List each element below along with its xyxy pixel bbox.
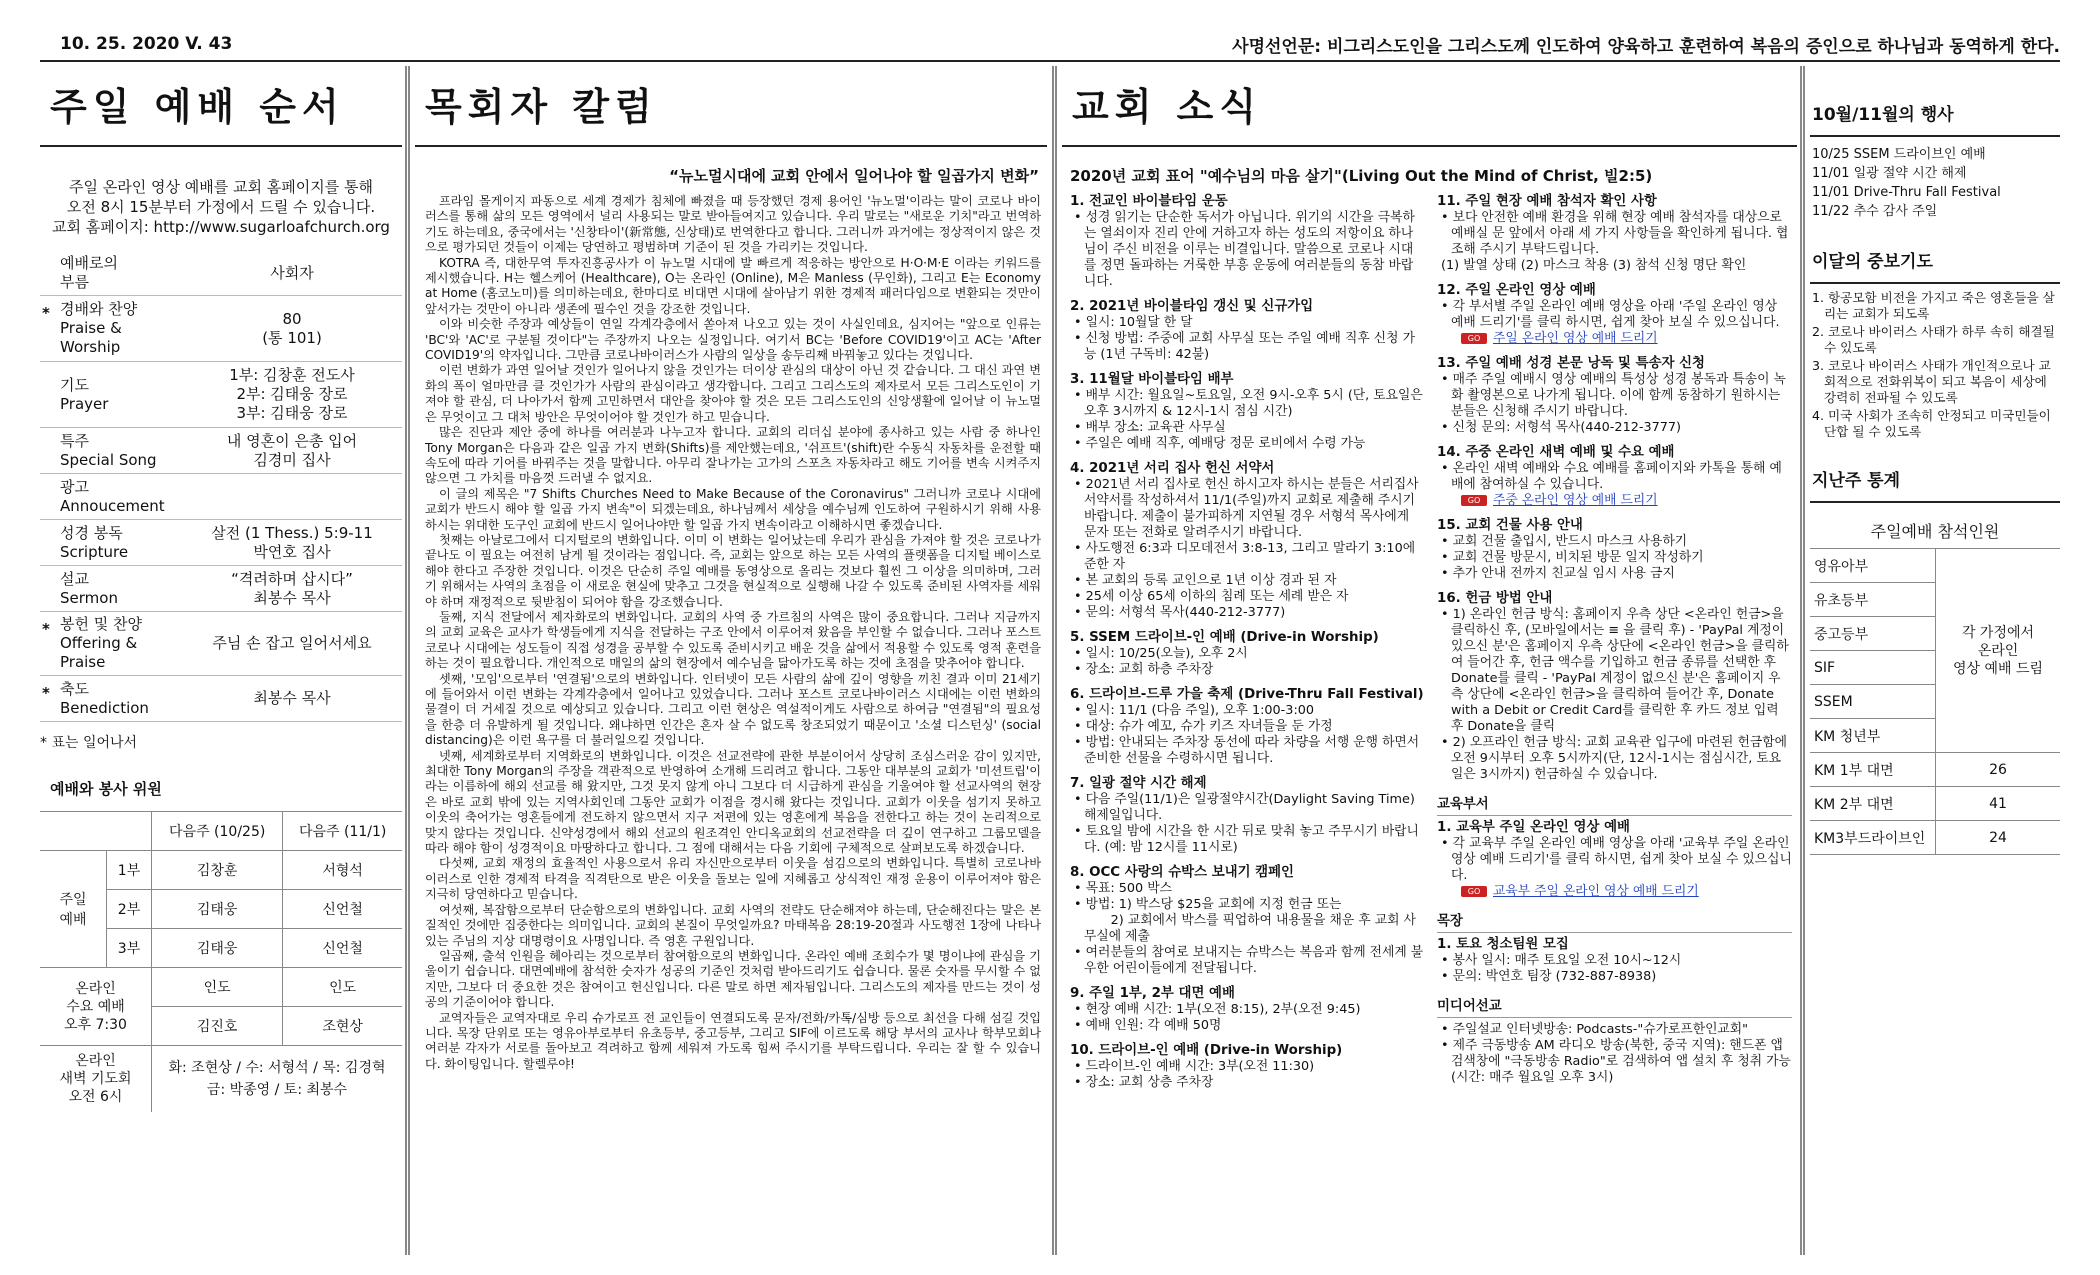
news-item-line: • 토요일 밤에 시간을 한 시간 뒤로 맞춰 놓고 주무시기 바랍니다. (예: 밤 12시를 11시로) <box>1074 824 1419 855</box>
news-item <box>1437 937 1792 985</box>
vol-dawn-line: 금: 박종영 / 토: 최봉수 <box>206 1082 348 1098</box>
news-item-line: • 일시: 10/25(오늘), 오후 2시 <box>1074 646 1248 661</box>
news-item-line: • 봉사 일시: 매주 토요일 오전 10시~12시 <box>1441 953 1682 968</box>
news-item-line: • 일시: 10월달 한 달 <box>1074 315 1193 330</box>
service-order-table <box>40 251 402 722</box>
news-item <box>1437 356 1792 436</box>
news-item-heading: 6. 드라이브-드루 가을 축제 (Drive-Thru Fall Festival) <box>1070 687 1424 702</box>
standing-mark <box>40 474 58 520</box>
events-column <box>1810 66 2060 1255</box>
news-link[interactable]: 주중 온라인 영상 예배 드리기 <box>1493 493 1658 508</box>
news-item-line: • 방법: 1) 박스당 $25을 교회에 지정 헌금 또는 <box>1074 897 1342 912</box>
news-item-line: • 배부 장소: 교육관 사무실 <box>1074 420 1226 435</box>
news-item-heading: 10. 드라이브-인 예배 (Drive-in Worship) <box>1070 1043 1343 1058</box>
service-item-label: 경배와 찬양 Praise & Worship <box>58 296 182 362</box>
vol-group-dawn: 온라인 새벽 기도회 오전 6시 <box>40 1046 152 1113</box>
standing-mark <box>40 251 58 296</box>
news-item-line: • 추가 안내 전까지 친교실 임시 사용 금지 <box>1441 566 1675 581</box>
news-item-line: • 각 부서별 주일 온라인 예배 영상을 아래 '주일 온라인 영상 예배 드리기'를 클릭 하시면, 쉽게 찾아 보실 수 있으십니다. <box>1441 299 1782 330</box>
news-right <box>1437 194 1792 1100</box>
church-motto: 2020년 교회 표어 "예수님의 마음 살기"(Living Out the Mind of Christ, 빌2:5) <box>1070 167 1653 185</box>
attendance-title: 주일예배 참석인원 <box>1810 513 2060 549</box>
vol-group-wednesday: 온라인 수요 예배 오후 7:30 <box>40 968 152 1046</box>
service-item-label: 기도 Prayer <box>58 362 182 428</box>
service-item-label: 봉헌 및 찬양 Offering & Praise <box>58 612 182 676</box>
vol-group-sunday: 주일 예배 <box>40 851 107 968</box>
church-news-column <box>1062 66 1797 1255</box>
news-item-heading: 3. 11월달 바이블타임 배부 <box>1070 372 1234 387</box>
vol-this: 김진호 <box>152 1007 283 1046</box>
prayer-item: 4. 미국 사회가 조속히 안정되고 미국민들이 단합 될 수 있도록 <box>1812 408 2051 439</box>
news-item-heading: 4. 2021년 서리 집사 헌신 서약서 <box>1070 461 1275 476</box>
news-item <box>1070 630 1425 678</box>
attendance-group: KM 청년부 <box>1810 719 1936 753</box>
news-item-line: • 교회 건물 출입시, 반드시 마스크 사용하기 <box>1441 534 1688 549</box>
prayer-title: 이달의 중보기도 <box>1812 252 1933 272</box>
vol-next: 조현상 <box>283 1007 402 1046</box>
vol-part: 3부 <box>107 929 152 968</box>
standing-mark: * <box>40 612 58 676</box>
news-item <box>1070 299 1425 363</box>
news-item-line: • 다음 주일(11/1)은 일광절약시간(Daylight Saving Time) 해제일입니다. <box>1074 792 1419 823</box>
column-paragraph: KOTRA 즉, 대한무역 투자진흥공사가 이 뉴노멀 시대에 발 빠르게 적응하는 방안으로 H·O·M·E 이라는 키워드를 제시했습니다. H는 헬스케어 (Healthcare), O는 온라인 (Online), M은 Manless (무인화), 그리고 E는 Economy at Home (홈코노미)를 의미하는데요, 한마디로 비대면 시대에 살아남기 위한 경제적 패러다임으로 변환되는 것만이 앞서가는 것만이 아니라 생존에 필수인 것을 강조한 것입니다. <box>425 255 1041 316</box>
attendance-count: 24 <box>1936 821 2061 855</box>
column-divider <box>405 66 410 1255</box>
column-paragraph: 첫째는 아날로그에서 디지털로의 변화입니다. 이미 이 변화는 일어났는데 우리가 관심을 가져야 할 것은 코로나가 끝나도 이 필요는 여전히 남게 될 것이라는 점입니다. 즉, 교회는 앞으로 하는 모든 사역의 플랫폼을 디지털 베이스로 해야 한다고 주장한 것입니다. 이것은 단순히 주일 예배를 동영상으로 올리는 것보다 훨씬 그 이상을 의미하며, 그러기 위해서는 사역의 초점을 이 새로운 현실에 맞추고 그것을 현실적으로 실행해 나갈 수 있도록 준비된 사역자를 세워야 하며 재정적으로 뒷받침이 되어야 함을 강조했습니다. <box>425 532 1041 609</box>
column-paragraph: 일곱째, 출석 인원을 헤아리는 것으로부터 참여함으로의 변화입니다. 온라인 예배 조회수가 몇 명이냐에 관심을 기울이기 쉽습니다. 대면예배에 참석한 숫자가 성공의 기준인 것처럼 받아드리기도 쉽습니다. 물론 숫자를 무시할 수 없지만, 그보다 더 중요한 것은 참여이고 헌신입니다. 다른 말로 하면 제자됨입니다. 그리스도의 제자를 만드는 것이 성공의 기준이어야 합니다. <box>425 948 1041 1010</box>
attendance-group: 유초등부 <box>1810 583 1936 617</box>
service-item-value: 80 (통 101) <box>182 296 402 362</box>
news-item-line: • 1) 온라인 헌금 방식: 홈페이지 우측 상단 <온라인 헌금>을 클릭하신 후, (모바일에서는 ≡ 을 클릭 후) - 'PayPal 계정이 있으신 분'은 홈페이지 우측 상단에 <온라인 헌금>을 클릭하여 들어간 후, 헌금 액수를 기입하고 헌금 종류를 선택한 후 Donate를 클릭 - 'PayPal 계정이 없으신 분'은 홈페이지 우측 상단에 <온라인 헌금>을 클릭하여 들어간 후, Donate with a Debit or Credit Card를 클릭한 후 카드 정보 입력 후 Donate을 클릭 <box>1441 607 1789 734</box>
news-item-line: • 본 교회의 등록 교인으로 1년 이상 경과 된 자 <box>1074 573 1337 588</box>
church-news-title: 교회 소식 <box>1072 85 1263 129</box>
online-intro <box>40 177 402 237</box>
column-paragraph: 다섯째, 교회 재정의 효율적인 사용으로서 유리 자신만으로부터 이웃을 섬김으로의 변화입니다. 특별히 코로나바이러스로 인한 경제적 타격을 직격탄으로 받은 이웃을 돌보는 일에 지혜롭고 상식적인 재정 운용이 이루어져야 함은 지극히 당연하다고 믿습니다. <box>425 856 1041 902</box>
news-item <box>1070 865 1425 977</box>
go-arrow-icon[interactable]: GO <box>1461 333 1487 344</box>
standing-mark: * <box>40 296 58 362</box>
news-item-line: (1) 발열 상태 (2) 마스크 착용 (3) 참석 신청 명단 확인 <box>1441 258 1747 273</box>
standing-note: * 표는 일어나서 <box>40 735 138 751</box>
news-item-line: • 예배 인원: 각 예배 50명 <box>1074 1018 1222 1033</box>
vol-this: 김창훈 <box>152 851 283 890</box>
event-item: 10/25 SSEM 드라이브인 예배 <box>1812 147 1986 162</box>
homepage-link[interactable]: 교회 홈페이지: http://www.sugarloafchurch.org <box>52 218 390 236</box>
column-paragraph: 프라임 몰게이지 파동으로 세계 경제가 침체에 빠졌을 때 등장했던 경제 용어인 '뉴노멀'이라는 말이 코로나 바이러스를 통해 삶의 모든 영역에서 널리 사용되는 말로 받아들여지고 있습니다. 우리 말로는 "새로운 기치"라고 번역하기도 하는데요, 중국에서는 '신창타이'(新常態, 신상태)로 번역한다고 합니다. 그러니까 과거에는 정상적이지 않은 것으로 평가되던 것들이 이제는 당연하고 평범하며 기준이 된 것을 가리키는 것입니다. <box>425 194 1041 255</box>
service-item-value: 최봉수 목사 <box>182 676 402 722</box>
vol-next: 인도 <box>283 968 402 1007</box>
vol-dawn-line: 화: 조현상 / 수: 서형석 / 목: 김경혁 <box>168 1060 386 1076</box>
service-order-row <box>40 362 402 428</box>
service-order-row <box>40 612 402 676</box>
service-order-row <box>40 428 402 474</box>
news-item-line: • 주일은 예배 직후, 예배당 정문 로비에서 수령 가능 <box>1074 436 1366 451</box>
issue-date: 10. 25. 2020 V. 43 <box>60 34 233 54</box>
news-item <box>1437 820 1792 900</box>
news-link[interactable]: 주일 온라인 영상 예배 드리기 <box>1493 331 1658 346</box>
column-paragraph: 둘째, 지식 전달에서 제자화로의 변화입니다. 교회의 사역 중 가르침의 사역은 많이 중요합니다. 그러나 지금까지의 교회 교육은 교사가 학생들에게 지식을 전달하는 구조 안에서 이루어져 왔음을 부인할 수 없습니다. 그러나 포스트 코로나 시대에는 성도들이 직접 성경을 공부할 수 있도록 준비시키고 배운 것을 삶에서 적용할 수 있도록 영적 훈련을 하는 것이 필요합니다. 개인적으로 매일의 삶의 현장에서 예수님을 닮아가도록 하는 것에 초점을 맞추어야 합니다. <box>425 609 1041 671</box>
vol-this: 김태웅 <box>152 929 283 968</box>
news-columns <box>1070 194 1797 1100</box>
news-item-heading: 16. 헌금 방법 안내 <box>1437 591 1553 606</box>
news-item <box>1437 518 1792 582</box>
service-order-row <box>40 566 402 612</box>
title-divider <box>1810 282 2060 284</box>
column-paragraph: 넷째, 세계화로부터 지역화로의 변화입니다. 이것은 선교전략에 관한 부분이어서 상당히 조심스러운 감이 있지만, 최대한 Tony Morgan의 주장을 객관적으로 반영하여 소개해 드리려고 합니다. 그동안 대부분의 교회가 '미션트립'이라는 이름하에 해외 선교를 해 왔지만, 그것 못지 않게 아니 그보다 더 시급하게 관심을 기울여야 할 선교사역의 현장은 바로 교회 밖에 있는 지역사회인데 그동안 교회가 이점을 경시해 왔다는 것입니다. 교회가 이웃을 섬기지 못하고 이웃의 축어가는 영혼들에게 전도하지 않으면서 지구 저편에 있는 영혼에게 복음을 전한다고 하는 것이 논리적으로 맞지 않다는 것입니다. 신약성경에서 해외 선교의 원조격인 안디옥교회의 선교전략을 더 깊이 연구하고 그룹모델을 따라 해야 함이 성경적이요 마땅하다고 합니다. 그 점에 대해서는 다음 기회에 구체적으로 살펴보도록 하겠습니다. <box>425 748 1041 856</box>
service-order-row <box>40 676 402 722</box>
events-list <box>1812 145 2060 221</box>
vol-this: 김태웅 <box>152 890 283 929</box>
service-item-value: 살전 (1 Thess.) 5:9-11 박연호 집사 <box>182 520 402 566</box>
events-title: 10월/11월의 행사 <box>1812 105 1954 125</box>
news-link-row[interactable] <box>1437 331 1792 347</box>
news-item-line: • 신청 방법: 주중에 교회 사무실 또는 주일 예배 직후 신청 가능 (1년 구독비: 42불) <box>1074 331 1415 362</box>
column-paragraph: 교역자들은 교역자대로 우리 슈가로프 전 교인들이 연결되도록 문자/전화/카톡/심방 등으로 최선을 다해 섬길 것입니다. 목장 단위로 또는 영유아부로부터 유초등부, 중고등부, 그리고 SIF에 이르도록 해당 부서의 교사나 학부모회나 여러분 각자가 서로를 돌아보고 격려하고 함께 세워져 가도록 힘써 주시기를 부탁드립니다. 우리는 잘 할 수 있습니다. 화이팅입니다. 할렐루야! <box>425 1010 1041 1071</box>
service-item-label: 축도 Benediction <box>58 676 182 722</box>
news-item-heading: 5. SSEM 드라이브-인 예배 (Drive-in Worship) <box>1070 630 1379 645</box>
vol-header-next: 다음주 (11/1) <box>283 812 402 851</box>
title-divider <box>1810 501 2060 503</box>
service-item-label: 광고 Annoucement <box>58 474 182 520</box>
news-item-heading: 8. OCC 사랑의 슈박스 보내기 캠페인 <box>1070 865 1294 880</box>
news-item-heading: 2. 2021년 바이블타임 갱신 및 신규가입 <box>1070 299 1314 314</box>
news-item-heading: 1. 교육부 주일 온라인 영상 예배 <box>1437 820 1630 835</box>
column-paragraph: 이 글의 제목은 "7 Shifts Churches Need to Make Because of the Coronavirus" 그러니까 코로나 시대에 교회가 반드시 해야 할 일곱 가지 변속"이 되겠는데요, 하나님께서 세상을 예수님께 인도하여 구원하시기 위해 사용하시는 위대한 도구인 교회에 반드시 일어나야만 할 일곱 가지 변속이라고 이해하시면 좋겠습니다. <box>425 486 1041 532</box>
vol-next: 신언철 <box>283 929 402 968</box>
service-order-row <box>40 520 402 566</box>
worship-order-title: 주일 예배 순서 <box>50 85 345 129</box>
prayer-item: 3. 코로나 바이러스 사태가 개인적으로나 교회적으로 전화위복이 되고 복음이 세상에 강력히 전파될 수 있도록 <box>1812 358 2051 405</box>
service-item-label: 성경 봉독 Scripture <box>58 520 182 566</box>
event-item: 11/01 일광 절약 시간 해제 <box>1812 166 1967 181</box>
group-heading-media: 미디어선교 <box>1437 999 1792 1018</box>
go-arrow-icon[interactable]: GO <box>1461 495 1487 506</box>
event-item: 11/01 Drive-Thru Fall Festival <box>1812 185 2001 200</box>
service-item-value <box>182 474 402 520</box>
media-line: • 주일설교 인터넷방송: Podcasts-"슈가로프한인교회" <box>1441 1022 1749 1037</box>
standing-mark <box>40 428 58 474</box>
news-link-row[interactable] <box>1437 493 1792 509</box>
vol-next: 서형석 <box>283 851 402 890</box>
service-order-row <box>40 296 402 362</box>
news-item-line: • 보다 안전한 예배 환경을 위해 현장 예배 참석자를 대상으로 예배실 문 앞에서 아래 세 가지 사항들을 확인하게 됩니다. 협조해 주시기 부탁드립니다. <box>1441 210 1789 257</box>
title-divider <box>415 145 1047 147</box>
news-item-line: • 25세 이상 65세 이하의 침례 또는 세례 받은 자 <box>1074 589 1349 604</box>
column-paragraph: 이런 변화가 과연 일어날 것인가 일어나지 않을 것인가는 더이상 관심의 대상이 아닌 것 같습니다. 그 대신 과연 변화의 폭이 얼마만큼 클 것인가가 사람의 관심이라고 생각합니다. 그리고 그리스도의 제자로서 모든 그리스도인이 기져야 할 관심, 더 나아가서 함께 고민하면서 대안을 찾아야 할 것은 모든 그리스도인의 신앙생활에 일어날 이 뉴노멀은 무엇이고 그 대처 방안은 무엇이어야 할 것인가 하고 믿습니다. <box>425 363 1041 424</box>
pastor-column <box>415 66 1047 1255</box>
vol-part: 1부 <box>107 851 152 890</box>
news-item-line: • 여러분들의 참여로 보내지는 슈박스는 복음과 함께 전세계 불우한 어린이들에게 전달됩니다. <box>1074 945 1424 976</box>
stats-title: 지난주 통계 <box>1812 471 1901 491</box>
attendance-count: 26 <box>1936 753 2061 787</box>
attendance-group: SIF <box>1810 651 1936 685</box>
prayer-list <box>1810 290 2060 440</box>
title-divider <box>1062 145 1797 147</box>
news-item-line: • 신청 문의: 서형석 목사(440-212-3777) <box>1441 420 1682 435</box>
news-item <box>1070 776 1425 856</box>
news-item-heading: 11. 주일 현장 예배 참석자 확인 사항 <box>1437 194 1657 209</box>
standing-mark <box>40 520 58 566</box>
media-line: • 제주 극동방송 AM 라디오 방송(북한, 중국 지역): 핸드폰 앱 검색창에 "극동방송 Radio"로 검색하여 앱 설치 후 청취 가능 (시간: 매주 월요일 오후 3시) <box>1441 1038 1791 1085</box>
volunteers-title: 예배와 봉사 위원 <box>50 780 162 798</box>
news-item-line: • 2) 오프라인 헌금 방식: 교회 교육관 입구에 마련된 헌금함에 오전 9시부터 오후 5시까지(단, 12시-1시는 점심시간, 토요일은 3시까지) 헌금하실 수 있습니다. <box>1441 735 1792 782</box>
news-item-line: • 드라이브-인 예배 시간: 3부(오전 11:30) <box>1074 1059 1315 1074</box>
news-item-heading: 13. 주일 예배 성경 본문 낭독 및 특송자 신청 <box>1437 356 1705 371</box>
vol-next: 신언철 <box>283 890 402 929</box>
volunteers-table <box>40 811 402 1112</box>
news-item-heading: 7. 일광 절약 시간 해제 <box>1070 776 1207 791</box>
attendance-group: SSEM <box>1810 685 1936 719</box>
news-item-heading: 14. 주중 온라인 새벽 예배 및 수요 예배 <box>1437 445 1675 460</box>
vol-dawn <box>152 1046 403 1113</box>
news-item-line: • 온라인 새벽 예배와 수요 예배를 홈페이지와 카톡을 통해 예배에 참여하실 수 있습니다. <box>1441 461 1782 492</box>
column-subtitle: “뉴노멀시대에 교회 안에서 일어나야 할 일곱가지 변화” <box>669 167 1039 185</box>
top-divider <box>40 60 2060 62</box>
news-item-line: • 2021년 서리 집사로 헌신 하시고자 하시는 분들은 서리집사 서약서를 작성하셔서 11/1(주일)까지 교회로 제출해 주시기 바랍니다. 제출이 불가피하게 지연될 경우 서형석 목사에게 문자 또는 전화로 알려주시기 바랍니다. <box>1074 477 1423 540</box>
column-body <box>425 194 1041 1072</box>
service-item-value: 내 영혼이 은총 입어 김경미 집사 <box>182 428 402 474</box>
news-item-line: • 배부 시간: 월요일~토요일, 오전 9시-오후 5시 (단, 토요일은 오후 3시까지 & 12시-1시 점심 시간) <box>1074 388 1427 419</box>
worship-order-column <box>40 66 402 1255</box>
attendance-group: 중고등부 <box>1810 617 1936 651</box>
news-item <box>1070 986 1425 1034</box>
service-item-label: 예배로의 부름 <box>58 251 182 296</box>
group-heading-education: 교육부서 <box>1437 797 1792 816</box>
vol-header-blank <box>40 812 152 851</box>
attendance-group: KM 2부 대면 <box>1810 787 1936 821</box>
service-item-value: 주님 손 잡고 일어서세요 <box>182 612 402 676</box>
column-paragraph: 여섯째, 복잡함으로부터 단순함으로의 변화입니다. 교회 사역의 전략도 단순해져야 하는데, 단순해진다는 말은 본질적인 것에만 집중한다는 의미입니다. 교회의 본질이 무엇일까요? 마태복음 28:19-20절과 사도행전 1장에 나타나 있는 주님의 지상 대명령이요 사명입니다. 즉 영혼 구원입니다. <box>425 902 1041 948</box>
attendance-count: 41 <box>1936 787 2061 821</box>
news-item-line: • 교회 건물 방문시, 비치된 방문 일지 작성하기 <box>1441 550 1704 565</box>
service-item-value: 1부: 김창훈 전도사 2부: 김태웅 장로 3부: 김태웅 장로 <box>182 362 402 428</box>
group-heading-mokjang: 목장 <box>1437 914 1792 933</box>
news-item-heading: 9. 주일 1부, 2부 대면 예배 <box>1070 986 1235 1001</box>
vol-part: 2부 <box>107 890 152 929</box>
news-item-line: • 일시: 11/1 (다음 주일), 오후 1:00-3:00 <box>1074 703 1315 718</box>
news-item-line: • 장소: 교회 상층 주차장 <box>1074 1075 1214 1090</box>
attendance-group: KM 1부 대면 <box>1810 753 1936 787</box>
top-bar <box>60 30 2060 58</box>
news-item-line: • 매주 주일 예배시 영상 예배의 특성상 성경 봉독과 특송이 녹화 촬영본으로 나가게 됩니다. 이에 함께 동참하기 원하시는 분들은 신청해 주시기 바랍니다. <box>1441 372 1786 419</box>
attendance-table <box>1810 549 2060 855</box>
prayer-item: 2. 코로나 바이러스 사태가 하루 속히 해결될 수 있도록 <box>1812 324 2055 355</box>
news-item <box>1070 372 1425 452</box>
news-item <box>1437 194 1792 274</box>
service-item-label: 특주 Special Song <box>58 428 182 474</box>
news-item-line: • 목표: 500 박스 <box>1074 881 1172 896</box>
news-item-heading: 12. 주일 온라인 영상 예배 <box>1437 283 1596 298</box>
column-paragraph: 셋째, '모임'으로부터 '연결됨'으로의 변화입니다. 인터넷이 모든 사람의 삶에 깊이 영향을 끼친 결과 이미 21세기에 들어와서 이런 변화는 각계각층에서 일어나고 있었습니다. 그러나 포스트 코로나바이러스 시대에는 이런 변화의 물결이 더 거세질 것으로 예상되고 있습니다. 그리고 이런 현상은 역설적이게도 사람으로 하여금 "연결됨"의 필요성을 한층 더 유발하게 될 것입니다. 왜냐하면 인간은 혼자 살 수 없도록 창조되었기 때문이고 '소셜 디스턴싱' (social distancing)은 이런 욕구를 더 불러일으킬 것입니다. <box>425 671 1041 748</box>
news-item-line: 2) 교회에서 박스를 픽업하여 내용물을 채운 후 교회 사무실에 제출 <box>1074 913 1416 944</box>
news-item <box>1070 194 1425 290</box>
prayer-item: 1. 항공모함 비전을 가지고 죽은 영혼들을 살리는 교회가 되도록 <box>1812 290 2055 321</box>
service-item-value: 사회자 <box>182 251 402 296</box>
news-item-line: • 방법: 안내되는 주차장 동선에 따라 차량을 서행 운행 하면서 준비한 선물을 수령하시면 됩니다. <box>1074 735 1424 766</box>
column-divider <box>1800 66 1805 1255</box>
news-item <box>1070 1043 1425 1091</box>
news-item-line: • 문의: 서형석 목사(440-212-3777) <box>1074 605 1286 620</box>
intro-line-2: 오전 8시 15분부터 가정에서 드릴 수 있습니다. <box>66 198 376 216</box>
news-item <box>1070 461 1425 621</box>
news-item <box>1070 687 1425 767</box>
standing-mark <box>40 566 58 612</box>
event-item: 11/22 추수 감사 주일 <box>1812 204 1938 219</box>
news-item-heading: 15. 교회 건물 사용 안내 <box>1437 518 1583 533</box>
go-arrow-icon[interactable]: GO <box>1461 886 1487 897</box>
news-item-line: • 사도행전 6:3과 디모데전서 3:8-13, 그리고 말라기 3:10에 준한 자 <box>1074 541 1420 572</box>
news-item-line: • 성경 읽기는 단순한 독서가 아닙니다. 위기의 시간을 극복하는 열쇠이자 진리 안에 거하고자 하는 성도의 저항이요 하나님이 주신 비전을 이루는 비결입니다. 말씀으로 코로나 시대를 정면 돌파하는 거룩한 부흥 운동에 여러분들의 동참 바랍니다. <box>1074 210 1415 289</box>
news-item <box>1437 445 1792 509</box>
news-link[interactable]: 교육부 주일 온라인 영상 예배 드리기 <box>1493 884 1699 899</box>
title-divider <box>1810 135 2060 137</box>
vol-header-this: 다음주 (10/25) <box>152 812 283 851</box>
column-divider <box>1052 66 1057 1255</box>
service-order-row <box>40 474 402 520</box>
news-item-line: • 장소: 교회 하층 주차장 <box>1074 662 1214 677</box>
news-item <box>1437 591 1792 783</box>
service-order-row <box>40 251 402 296</box>
attendance-group: KM3부드라이브인 <box>1810 821 1936 855</box>
online-note: 각 가정에서 온라인 영상 예배 드림 <box>1936 549 2061 753</box>
standing-mark: * <box>40 676 58 722</box>
news-item <box>1437 283 1792 347</box>
news-left <box>1070 194 1425 1100</box>
column-paragraph: 이와 비슷한 주장과 예상들이 연일 각계각층에서 쏟아져 나오고 있는 것이 사실인데요, 심지어는 "앞으로 인류는 'BC'와 'AC'로 구분될 것이다"는 주장까지 나오는 실정입니다. 여기서 BC는 'Before COVID19'이고 AC는 'After COVID19'의 약자입니다. 그만큼 코로나바이러스가 사람의 일상을 송두리째 바꿔놓고 있다는 것입니다. <box>425 317 1041 363</box>
service-item-value: “격려하며 삽시다” 최봉수 목사 <box>182 566 402 612</box>
pastor-column-title: 목회자 칼럼 <box>425 85 658 129</box>
service-item-label: 설교 Sermon <box>58 566 182 612</box>
media-list <box>1437 1022 1792 1086</box>
news-item-line: • 현장 예배 시간: 1부(오전 8:15), 2부(오전 9:45) <box>1074 1002 1361 1017</box>
news-item-heading: 1. 토요 청소팀원 모집 <box>1437 937 1569 952</box>
news-item-line: • 대상: 슈가 예꼬, 슈가 키즈 자녀들을 둔 가정 <box>1074 719 1333 734</box>
news-item-line: • 각 교육부 주일 온라인 예배 영상을 아래 '교육부 주일 온라인 영상 예배 드리기'를 클릭 하시면, 쉽게 찾아 보실 수 있으십니다. <box>1441 836 1794 883</box>
title-divider <box>40 145 402 147</box>
vol-this: 인도 <box>152 968 283 1007</box>
mission-statement: 사명선언문: 비그리스도인을 그리스도께 인도하여 양육하고 훈련하여 복음의 증인으로 하나님과 동역하게 한다. <box>1232 36 2060 57</box>
news-item-line: • 문의: 박연호 팀장 (732-887-8938) <box>1441 969 1657 984</box>
column-paragraph: 많은 진단과 제안 중에 하나를 여러분과 나누고자 합니다. 교회의 리더십 분야에 종사하고 있는 사람 중 하나인 Tony Morgan은 다음과 같은 일곱 가지 변화(Shifts)를 제안했는데요, '쉬프트'(shift)란 수동식 자동차를 운전할 때 속도에 따라 기어를 바꿔주는 것을 말합니다. 아무리 잘나가는 고가의 스포츠 자동차라고 해도 기어를 변속 시켜주지 않으면 그 가치를 마음껏 드러낼 수 없지요. <box>425 425 1041 486</box>
news-item-heading: 1. 전교인 바이블타임 운동 <box>1070 194 1228 209</box>
standing-mark <box>40 362 58 428</box>
attendance-group: 영유아부 <box>1810 549 1936 583</box>
intro-line-1: 주일 온라인 영상 예배를 교회 홈페이지를 통해 <box>69 178 373 196</box>
news-link-row[interactable] <box>1437 884 1792 900</box>
